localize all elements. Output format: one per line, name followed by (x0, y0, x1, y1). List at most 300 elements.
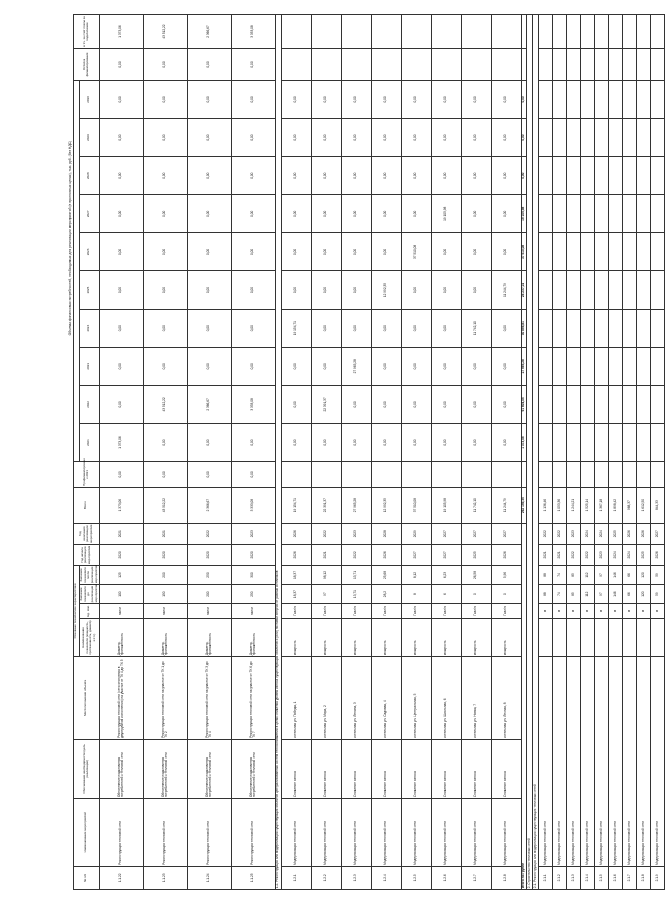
row-justification: Обеспечение подключения потребителей к тепловой сети (99, 739, 143, 798)
row-unit: мм м (187, 604, 231, 619)
row-year-value (580, 462, 594, 488)
row-remaining: 0,00 (231, 49, 275, 81)
row-value-after: 8,12 (401, 565, 431, 584)
row-year-value (566, 271, 580, 309)
row-year-value: 19 105,98 (431, 195, 461, 233)
row-remaining (371, 49, 401, 81)
total-cost: 262 159,35 (521, 487, 527, 523)
row-param-name: Диаметр, протяженность (187, 618, 231, 656)
table-row (538, 15, 552, 890)
row-pre: 0,00 (143, 462, 187, 488)
row-year-value (580, 49, 594, 81)
row-year-value (622, 462, 636, 488)
row-year-end: 2027 (650, 523, 664, 544)
row-year-value (580, 424, 594, 462)
row-year-value (594, 195, 608, 233)
row-num: 2.1.9 (650, 866, 664, 889)
row-value-before: 0 (491, 585, 521, 604)
row-year-value (566, 309, 580, 347)
row-name: Модернизация тепловой сети (636, 657, 650, 867)
row-pre (311, 462, 341, 488)
col-pre-header: Профинансировано к 2021 (73, 462, 99, 488)
row-value-after: 74 (552, 565, 566, 584)
row-value-after: 146 (608, 565, 622, 584)
row-unit: мм м (143, 604, 187, 619)
row-year-value: 0,00 (231, 233, 275, 271)
row-name: Модернизация тепловой сети (281, 798, 311, 866)
row-year-value: 0,00 (143, 80, 187, 118)
table-row (311, 15, 341, 890)
row-year-value (566, 119, 580, 157)
row-year-value (594, 157, 608, 195)
row-num: 1.2.6 (431, 866, 461, 889)
row-unit: мм м (99, 604, 143, 619)
row-year-value (650, 271, 664, 309)
row-year-value: 0,00 (99, 271, 143, 309)
col-year-header: 2024 (79, 309, 99, 347)
row-year-value: 0,00 (491, 424, 521, 462)
row-year-value (594, 80, 608, 118)
row-value-after: 6,23 (431, 565, 461, 584)
row-value-after: 200 (143, 565, 187, 584)
row-justification: Обеспечение подключения потребителей к тепловой сети (187, 739, 231, 798)
row-year-end: 2027 (491, 523, 521, 544)
row-param-name (594, 618, 608, 656)
row-year-value: 0,00 (231, 309, 275, 347)
row-year-value: 0,00 (187, 309, 231, 347)
row-unit: Гкал/ч (371, 604, 401, 619)
row-name: Модернизация тепловой сети (371, 798, 401, 866)
row-effect: 3 333,08 (231, 15, 275, 49)
row-name: Реконструкция тепловой сети (231, 798, 275, 866)
row-year-value: 0,00 (491, 195, 521, 233)
row-year-value (650, 462, 664, 488)
row-year-value: 0,00 (99, 119, 143, 157)
row-unit: мм м (231, 604, 275, 619)
col-year-header: 2026 (79, 233, 99, 271)
rotated-table-container (67, 14, 659, 890)
row-value-before: 88 (538, 585, 552, 604)
row-year-value: 0,00 (431, 271, 461, 309)
row-year-value: 0,00 (311, 424, 341, 462)
row-cost: 1 373,06 (99, 487, 143, 523)
row-cost: 43 512,22 (143, 487, 187, 523)
row-unit: Гкал/ч (461, 604, 491, 619)
row-num: 1.1.23 (143, 866, 187, 889)
row-year-value (622, 119, 636, 157)
row-param-name: мощность (281, 618, 311, 656)
row-year-value: 0,00 (371, 385, 401, 423)
row-cost: 1 525,14 (580, 487, 594, 523)
row-year-value: 0,00 (281, 271, 311, 309)
row-unit: Гкал/ч (311, 604, 341, 619)
row-effect (491, 15, 521, 49)
row-value-after: 98,12 (311, 565, 341, 584)
row-year-end: 2026 (622, 523, 636, 544)
row-justification: Обеспечение подключения потребителей к тепловой сети (231, 739, 275, 798)
row-year-value (538, 157, 552, 195)
total-year-value: 37 510,08 (521, 233, 527, 271)
row-num: 1.2.3 (341, 866, 371, 889)
row-name: Модернизация тепловой сети (650, 657, 664, 867)
row-name: Реконструкция тепловой сети (143, 798, 187, 866)
row-year-value (650, 195, 664, 233)
row-year-value (594, 309, 608, 347)
row-remaining (311, 49, 341, 81)
row-param-name: Диаметр, протяженность (99, 618, 143, 656)
row-unit: м (650, 604, 664, 619)
row-year-value (538, 15, 552, 49)
row-year-value: 0,00 (341, 424, 371, 462)
row-justification: Снижение износа (341, 739, 371, 798)
row-year-value: 3 333,08 (231, 385, 275, 423)
col-year-start-header: Год начала реализации мероприятия (73, 544, 99, 565)
row-num: 1.1.25 (231, 866, 275, 889)
row-year-start: 2027 (431, 544, 461, 565)
row-unit: Гкал/ч (491, 604, 521, 619)
row-year-value (636, 195, 650, 233)
row-name: Модернизация тепловой сети (580, 657, 594, 867)
row-year-value (650, 347, 664, 385)
col-year-header: 2025 (79, 271, 99, 309)
row-year-value: 0,00 (371, 424, 401, 462)
row-year-start: 2020 (143, 544, 187, 565)
row-year-end: 2023 (231, 523, 275, 544)
table-row (281, 15, 311, 890)
row-year-value: 0,00 (187, 233, 231, 271)
row-cost: 11 244,79 (491, 487, 521, 523)
row-param-name (580, 618, 594, 656)
row-year-value: 0,00 (431, 347, 461, 385)
row-year-value: 0,00 (311, 233, 341, 271)
row-year-value: 0,00 (143, 195, 187, 233)
row-remaining: 0,00 (99, 49, 143, 81)
row-year-value (636, 233, 650, 271)
row-effect: 1 373,06 (99, 15, 143, 49)
row-year-value: 0,00 (99, 80, 143, 118)
row-year-start: 2026 (281, 544, 311, 565)
row-location: котельная ул. Новая, 7 (461, 657, 491, 740)
row-year-value (538, 347, 552, 385)
row-param-name (538, 618, 552, 656)
row-value-after: 125 (99, 565, 143, 584)
row-year-start: 2021 (538, 544, 552, 565)
row-num: 2.1.1 (538, 866, 552, 889)
row-cost: 37 510,08 (401, 487, 431, 523)
table-row (99, 15, 143, 890)
row-year-value (622, 15, 636, 49)
row-year-value (594, 385, 608, 423)
row-pre (401, 462, 431, 488)
row-year-value: 0,00 (281, 424, 311, 462)
row-justification: Снижение износа (431, 739, 461, 798)
row-year-end: 2023 (566, 523, 580, 544)
row-param-name: мощность (371, 618, 401, 656)
row-name: Модернизация тепловой сети (538, 657, 552, 867)
total-year-value: 0,00 (521, 119, 527, 157)
row-year-value: 0,00 (231, 119, 275, 157)
section-title: 2. Строительство тепловых сетей (527, 15, 533, 890)
row-year-value: 0,00 (311, 80, 341, 118)
row-year-value: 0,00 (341, 309, 371, 347)
row-year-value (538, 233, 552, 271)
row-year-value (608, 49, 622, 81)
row-year-value (636, 49, 650, 81)
row-year-value (636, 157, 650, 195)
row-cost: 12 992,35 (371, 487, 401, 523)
row-year-value: 0,00 (311, 347, 341, 385)
row-pre (341, 462, 371, 488)
row-year-value: 0,00 (401, 157, 431, 195)
row-year-value: 0,00 (143, 157, 187, 195)
row-year-value (622, 309, 636, 347)
row-year-value: 0,00 (431, 233, 461, 271)
row-year-end: 2026 (636, 523, 650, 544)
row-effect (431, 15, 461, 49)
row-year-value: 12 992,35 (371, 271, 401, 309)
row-year-value (636, 119, 650, 157)
row-value-after: 300 (231, 565, 275, 584)
row-remaining (341, 49, 371, 81)
col-cost-header: Всего (73, 487, 99, 523)
row-year-value: 0,00 (231, 271, 275, 309)
row-year-value (580, 195, 594, 233)
row-year-value: 0,00 (231, 424, 275, 462)
total-year-value: 0,00 (521, 157, 527, 195)
row-year-end: 2025 (608, 523, 622, 544)
row-unit: м (538, 604, 552, 619)
row-year-value (594, 347, 608, 385)
row-year-value: 0,00 (431, 385, 461, 423)
row-year-value (650, 233, 664, 271)
row-year-value: 0,00 (341, 385, 371, 423)
row-effect: 43 512,22 (143, 15, 187, 49)
row-year-value: 0,00 (401, 347, 431, 385)
row-year-value (608, 195, 622, 233)
row-year-value (636, 424, 650, 462)
row-param-name (622, 618, 636, 656)
row-year-value: 0,00 (341, 271, 371, 309)
row-year-value (552, 195, 566, 233)
row-value-after: 25,68 (371, 565, 401, 584)
row-year-value (622, 385, 636, 423)
row-year-value (608, 233, 622, 271)
row-year-value (622, 49, 636, 81)
row-year-value: 11 244,79 (491, 271, 521, 309)
row-year-value: 0,00 (341, 119, 371, 157)
row-unit: м (594, 604, 608, 619)
row-justification: Снижение износа (491, 739, 521, 798)
row-param-name (566, 618, 580, 656)
row-year-value: 0,00 (311, 309, 341, 347)
row-name: Модернизация тепловой сети (341, 798, 371, 866)
row-value-before: 0 (461, 585, 491, 604)
row-location: Реконструкция тепловой сети на участке от ТК 3 до ТК 4 (187, 657, 231, 740)
row-year-value (566, 347, 580, 385)
row-year-value: 0,00 (491, 347, 521, 385)
row-year-value: 0,00 (143, 119, 187, 157)
row-remaining: 0,00 (187, 49, 231, 81)
row-year-value (650, 80, 664, 118)
section-title: 1.2. Реконструкция или модернизация существующих объектов централизованных систем теплоснабжения в целях снижения уровня износа существующих объектов и (или) поставки энергии от разных источников (275, 15, 281, 890)
row-year-value (566, 233, 580, 271)
row-location: котельная ул. Ленина, 3 (341, 657, 371, 740)
row-year-value (580, 271, 594, 309)
row-year-value (608, 424, 622, 462)
row-remaining (461, 49, 491, 81)
row-year-end: 2022 (538, 523, 552, 544)
row-location: котельная ул. Мира, 2 (311, 657, 341, 740)
row-year-value (622, 80, 636, 118)
row-unit: Гкал/ч (431, 604, 461, 619)
row-year-value (650, 119, 664, 157)
row-year-value: 0,00 (187, 195, 231, 233)
row-year-value (650, 385, 664, 423)
row-year-value: 0,00 (461, 271, 491, 309)
row-value-before: 6 (431, 585, 461, 604)
finance-header: Объемы финансовых потребностей, необходимых для реализации мероприятий (в прогнозных ценах), тыс. руб. (без НДС) (67, 140, 72, 336)
row-cost: 844,33 (650, 487, 664, 523)
row-num: 1.2.7 (461, 866, 491, 889)
row-pre (371, 462, 401, 488)
row-year-value (566, 462, 580, 488)
row-year-start: 2024 (608, 544, 622, 565)
table-row (552, 15, 566, 890)
row-name: Модернизация тепловой сети (594, 657, 608, 867)
table-row (431, 15, 461, 890)
row-value-before: 8 (401, 585, 431, 604)
row-value-before: 97 (594, 585, 608, 604)
row-year-end: 2027 (431, 523, 461, 544)
col-year-header: 2030 (79, 80, 99, 118)
row-year-value (608, 347, 622, 385)
row-year-value (566, 157, 580, 195)
section-title: 2.1. Реконструкция или модернизация существующих тепловых сетей (533, 15, 539, 890)
row-param-name: мощность (461, 618, 491, 656)
row-num: 2.1.8 (636, 866, 650, 889)
row-year-value (552, 80, 566, 118)
row-name: Модернизация тепловой сети (491, 798, 521, 866)
row-justification: Снижение износа (311, 739, 341, 798)
total-year-value: 24 237,14 (521, 271, 527, 309)
row-year-value (566, 424, 580, 462)
row-year-value (538, 385, 552, 423)
row-value-after: 85 (566, 565, 580, 584)
row-value-after: 18,37 (281, 565, 311, 584)
row-year-value (552, 157, 566, 195)
document-page (67, 14, 659, 890)
col-year-header: 2029 (79, 119, 99, 157)
total-year-value: 91 604,05 (521, 385, 527, 423)
row-year-value (622, 195, 636, 233)
row-year-value (552, 233, 566, 271)
row-param-name: мощность (431, 618, 461, 656)
row-value-before: 28,2 (371, 585, 401, 604)
row-year-value (594, 233, 608, 271)
row-year-value: 0,00 (341, 157, 371, 195)
row-year-start: 2026 (371, 544, 401, 565)
row-year-value (594, 15, 608, 49)
row-year-value: 22 391,37 (311, 385, 341, 423)
row-year-value: 0,00 (187, 119, 231, 157)
row-cost: 11 742,10 (461, 487, 491, 523)
col-year-header: 2028 (79, 157, 99, 195)
row-year-value: 0,00 (371, 80, 401, 118)
row-year-value (608, 271, 622, 309)
row-num: 1.2.1 (281, 866, 311, 889)
table-row (461, 15, 491, 890)
row-year-value: 27 965,28 (341, 347, 371, 385)
row-cost: 1 053,36 (552, 487, 566, 523)
row-param-name (608, 618, 622, 656)
row-year-value: 0,00 (401, 80, 431, 118)
row-year-value: 0,00 (461, 233, 491, 271)
row-year-value: 0,00 (187, 424, 231, 462)
row-year-value: 0,00 (143, 233, 187, 271)
row-location: Реконструкция тепловой сети на участке от ТК 1 до ТК 2 (143, 657, 187, 740)
row-year-value (580, 233, 594, 271)
row-year-end: 2021 (99, 523, 143, 544)
row-value-before: 100 (99, 585, 143, 604)
row-remaining (401, 49, 431, 81)
row-year-value: 0,00 (99, 195, 143, 233)
row-justification: Снижение износа (281, 739, 311, 798)
row-year-value: 0,00 (187, 271, 231, 309)
row-year-value (580, 347, 594, 385)
row-value-before: 74 (552, 585, 566, 604)
row-year-start: 2025 (636, 544, 650, 565)
row-location: котельная ул. Победы, 1 (281, 657, 311, 740)
total-year-value: 30 896,81 (521, 309, 527, 347)
table-row (622, 15, 636, 890)
row-param-name: мощность (341, 618, 371, 656)
row-pre: 0,00 (231, 462, 275, 488)
row-year-value: 0,00 (371, 309, 401, 347)
col-before-header: Значение показателя до реализации мероприятия (79, 583, 98, 603)
row-year-value: 0,00 (491, 385, 521, 423)
table-row (491, 15, 521, 890)
row-value-before: 146 (608, 585, 622, 604)
row-num: 2.1.3 (566, 866, 580, 889)
total-year-value: 0,00 (521, 80, 527, 118)
row-value-before: 112 (580, 585, 594, 604)
row-effect: 2 366,67 (187, 15, 231, 49)
row-remaining (431, 49, 461, 81)
table-row (341, 15, 371, 890)
row-year-value (622, 424, 636, 462)
row-year-value (552, 271, 566, 309)
row-year-value (538, 49, 552, 81)
row-param-name: мощность (311, 618, 341, 656)
row-year-value (580, 80, 594, 118)
row-year-value (566, 15, 580, 49)
row-year-value (580, 309, 594, 347)
row-effect (341, 15, 371, 49)
row-value-after: 97 (594, 565, 608, 584)
row-num: 1.2.2 (311, 866, 341, 889)
row-value-after: 66 (622, 565, 636, 584)
col-param-name-header: Наименование показателя (мощность, протяженность, диаметр и т.п.) (79, 618, 99, 656)
row-pre (491, 462, 521, 488)
row-year-value: 0,00 (143, 424, 187, 462)
table-row (580, 15, 594, 890)
row-param-name (636, 618, 650, 656)
row-year-value: 0,00 (401, 195, 431, 233)
row-year-value (538, 271, 552, 309)
row-year-value: 0,00 (341, 195, 371, 233)
row-num: 1.2.5 (401, 866, 431, 889)
row-year-value: 0,00 (401, 385, 431, 423)
